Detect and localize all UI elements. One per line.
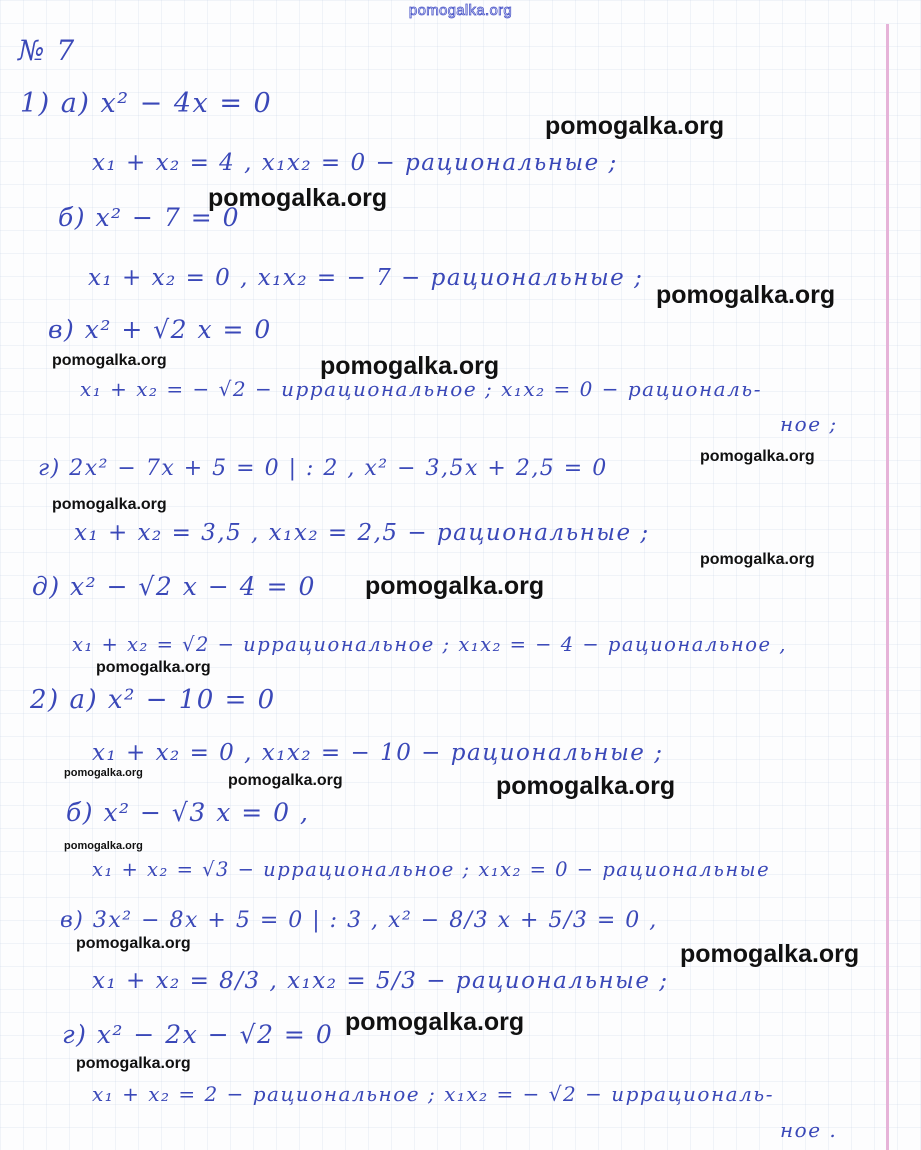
watermark: pomogalka.org [76,935,191,952]
problem-number: № 7 [18,34,76,67]
watermark: pomogalka.org [700,551,815,568]
solution-line: в) x² + √2 x = 0 [48,315,272,344]
solution-line: г) 2x² − 7x + 5 = 0 | : 2 , x² − 3,5x + 2,5 = 0 [38,456,608,481]
watermark: pomogalka.org [52,496,167,513]
solution-line: б) x² − √3 x = 0 , [66,798,310,827]
watermark: pomogalka.org [365,572,545,600]
solution-line: x₁ + x₂ = − √2 − иррациональное ; x₁x₂ = 0 − рациональ- [80,377,762,401]
solution-line: x₁ + x₂ = 8/3 , x₁x₂ = 5/3 − рациональные ; [92,968,669,994]
watermark: pomogalka.org [345,1008,525,1036]
watermark: pomogalka.org [228,772,343,789]
watermark: pomogalka.org [680,940,860,968]
header-watermark: pomogalka.org [408,2,513,19]
watermark: pomogalka.org [96,659,211,676]
solution-line: 2) а) x² − 10 = 0 [30,685,276,715]
solution-line: x₁ + x₂ = 4 , x₁x₂ = 0 − рациональные ; [92,150,618,176]
watermark: pomogalka.org [700,448,815,465]
solution-line: ное . [780,1118,838,1142]
solution-line: 1) а) x² − 4x = 0 [20,88,273,119]
watermark: pomogalka.org [320,352,500,380]
watermark: pomogalka.org [208,184,388,212]
solution-line: x₁ + x₂ = 3,5 , x₁x₂ = 2,5 − рациональные ; [74,520,650,546]
solution-line: x₁ + x₂ = √2 − иррациональное ; x₁x₂ = − 4 − рациональное , [72,633,787,656]
watermark: pomogalka.org [76,1055,191,1072]
watermark: pomogalka.org [64,767,143,779]
solution-line: г) x² − 2x − √2 = 0 [62,1020,334,1049]
solution-line: x₁ + x₂ = 2 − рациональное ; x₁x₂ = − √2 − иррациональ- [92,1082,774,1106]
watermark: pomogalka.org [496,772,676,800]
solution-line: x₁ + x₂ = 0 , x₁x₂ = − 7 − рациональные ; [88,265,644,291]
solution-line: в) 3x² − 8x + 5 = 0 | : 3 , x² − 8/3 x + 5/3 = 0 , [60,908,658,933]
solution-line: x₁ + x₂ = 0 , x₁x₂ = − 10 − рациональные ; [92,740,664,766]
solution-line: б) x² − 7 = 0 [58,203,241,232]
watermark: pomogalka.org [656,281,836,309]
notebook-margin-line [886,24,889,1150]
watermark: pomogalka.org [52,352,167,369]
watermark: pomogalka.org [64,840,143,852]
solution-line: x₁ + x₂ = √3 − иррациональное ; x₁x₂ = 0 − рациональные [92,858,771,881]
watermark: pomogalka.org [545,112,725,140]
solution-line: ное ; [780,412,838,436]
solution-line: д) x² − √2 x − 4 = 0 [32,572,316,601]
